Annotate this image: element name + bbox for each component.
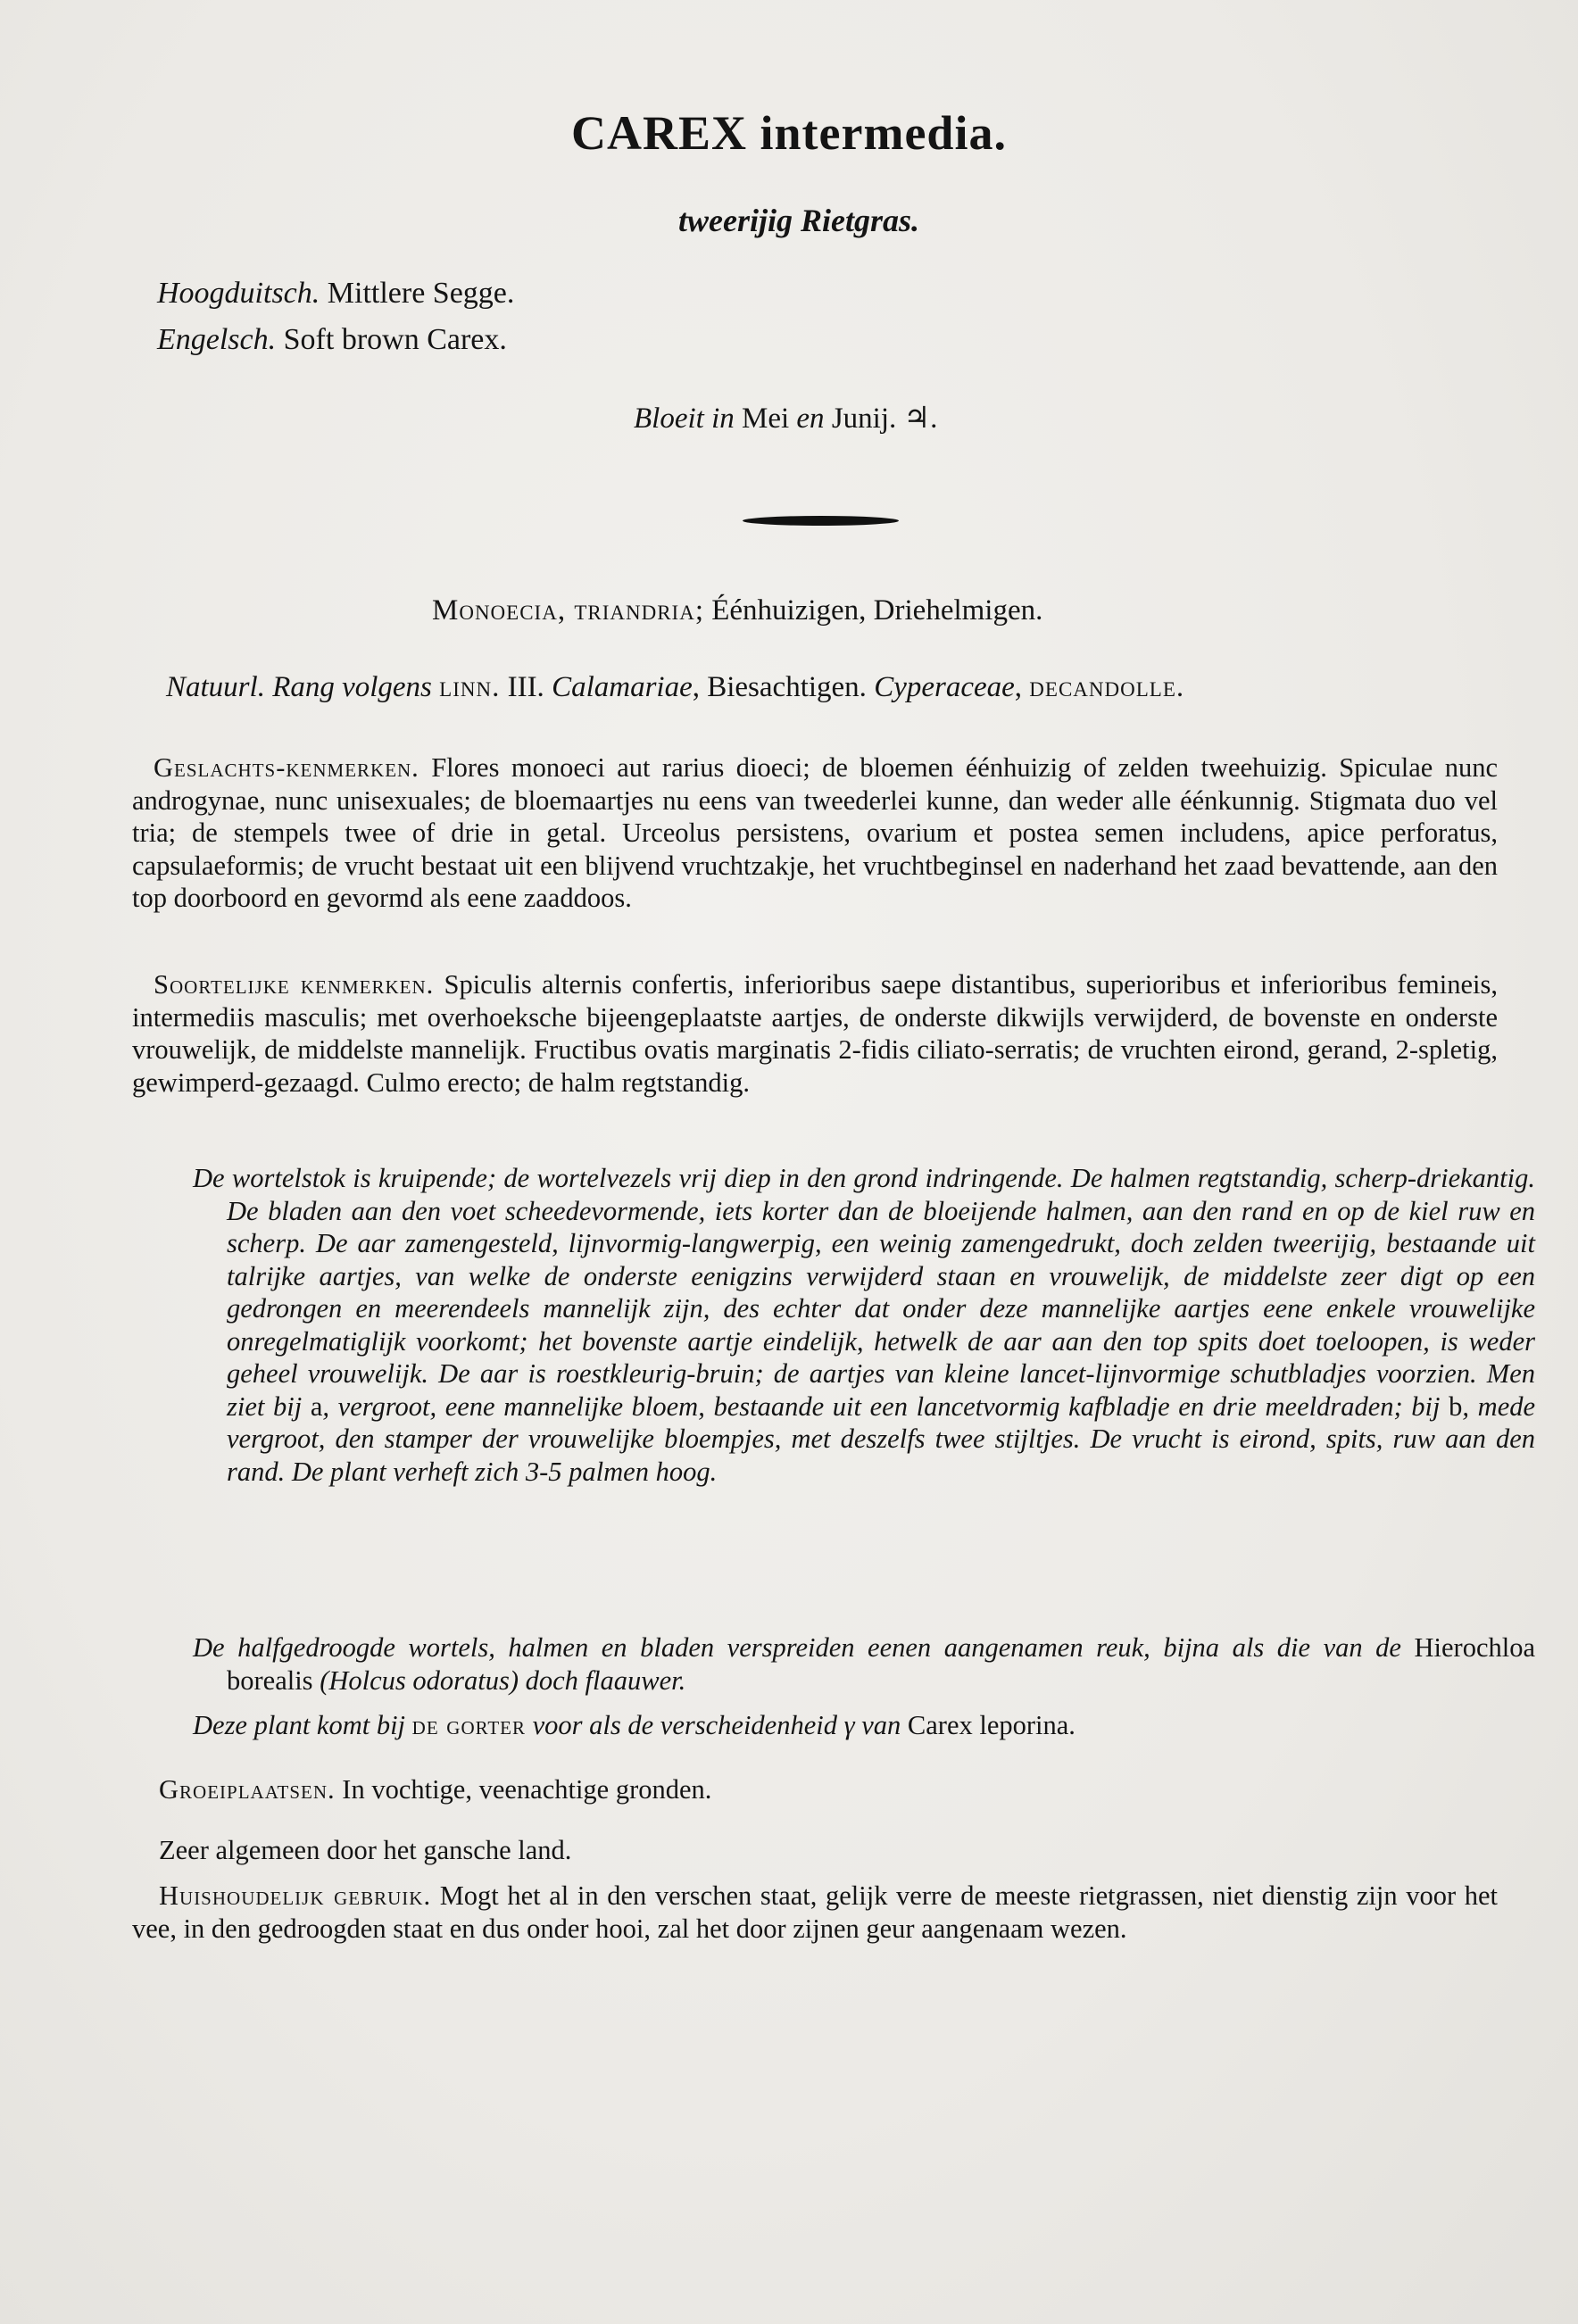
bloom-month: Junij. ♃.	[831, 403, 938, 435]
section-heading: Huishoudelijk gebruik.	[159, 1880, 432, 1911]
classification-line	[432, 594, 1042, 627]
punctuation: ,	[1014, 671, 1023, 703]
family-name: Calamariae	[552, 671, 693, 703]
habitat-line	[159, 1774, 711, 1805]
section-text: Spiculis alternis confertis, inferioribus saepe distantibus, superioribus et inferioribus femineis, intermediis masculis; met overhoeksche bijeengeplaatste aartjes, de onderste dikwijls verwijderd, de bovenste en onderste vrouwelijk, de middelste mannelijk. Fructibus ovatis marginatis 2-fidis ciliato-serratis; de vruchten eirond, gerand, 2-spletig, gewimperd-gezaagd. Culmo erecto; de halm regtstandig.	[132, 969, 1498, 1098]
bloom-word: en	[796, 403, 825, 435]
distribution-line: Zeer algemeen door het gansche land.	[159, 1835, 572, 1865]
description-text: (Holcus odoratus) doch flaauwer.	[320, 1664, 686, 1696]
section-text: Mogt het al in den verschen staat, gelijk verre de meeste rietgrassen, niet dienstig zijn voor het vee, in den gedroogden staat en dus onder hooi, zal het door zijnen geur aangenaam wezen.	[132, 1880, 1498, 1944]
vernacular-german	[157, 277, 514, 311]
species-characters	[132, 968, 1498, 1099]
section-heading: Geslachts-kenmerken.	[154, 752, 419, 783]
family-name: Cyperaceae	[874, 671, 1015, 703]
author-name: de gorter	[411, 1710, 527, 1740]
vernacular-language: Engelsch.	[157, 323, 277, 356]
bloom-line	[634, 400, 937, 436]
synonym-paragraph	[193, 1709, 1535, 1742]
natural-rank-line	[166, 671, 1184, 704]
vernacular-language: Hoogduitsch.	[157, 277, 320, 310]
vernacular-name: Soft brown Carex.	[283, 323, 507, 356]
description-text: , mede vergroot, den stamper der vrouwelijke bloempjes, met deszelfs twee stijltjes. De vrucht is eirond, spits, ruw aan den rand. De plant verheft zich 3-5 palmen hoog.	[227, 1390, 1536, 1487]
figure-ref: a	[310, 1390, 323, 1422]
linnaean-class: Monoecia, triandria;	[432, 594, 704, 627]
ornamental-rule	[743, 516, 899, 526]
bloom-month: Mei	[741, 403, 790, 435]
bloom-word: in	[711, 403, 735, 435]
section-text: In vochtige, veenachtige gronden.	[342, 1774, 712, 1805]
species-name: Hierochloa borealis	[227, 1632, 1536, 1696]
species-name: Carex leporina.	[907, 1710, 1076, 1740]
description-text: voor als de verscheidenheid γ van	[532, 1710, 901, 1740]
genus-characters	[132, 751, 1498, 915]
page-title: CAREX intermedia.	[571, 106, 1007, 160]
dutch-class: Éénhuizigen, Driehelmigen.	[711, 594, 1043, 627]
description-text: De wortelstok is kruipende; de wortelvezels vrij diep in den grond indringende. De halmen regtstandig, scherp-driekantig. De bladen aan den voet scheedevormende, iets korter dan de bloeijende halmen, aan den rand en op de kiel ruw en scherp. De aar zamengesteld, lijnvormig-langwerpig, een weinig zamengedrukt, doch zelden tweerijig, bestaande uit talrijke aartjes, van welke de onderste eenigzins verwijderd staan en vrouwelijk, de middelste zeer digt op een gedrongen en meerendeels mannelijk zijn, des echter dat onder deze mannelijke aartjes eene enkele vrouwelijke onregelmatiglijk voorkomt; het bovenste aartje eindelijk, hetwelk de aar aan den top spits doet toeloopen, is weder geheel vrouwelijk. De aar is roestkleurig-bruin; de aartjes van kleine lancet-lijnvormige schutbladjes voorzien. Men ziet bij	[193, 1163, 1535, 1422]
vernacular-name: Mittlere Segge.	[327, 277, 515, 310]
family-dutch: , Biesachtigen.	[692, 671, 867, 703]
scent-paragraph	[193, 1631, 1535, 1697]
description-paragraph	[193, 1162, 1535, 1488]
section-text: Flores monoeci aut rarius dioeci; de bloemen éénhuizig of zelden tweehuizig. Spiculae nunc androgynae, nunc unisexuales; de bloemaartjes nu eens van tweederlei kunne, dan weder alle éénkunnig. Stigmata duo vel tria; de stempels twee of drie in getal. Urceolus persistens, ovarium et postea semen includens, apice perforatus, capsulaeformis; de vrucht bestaat uit een blijvend vruchtzakje, het vruchtbeginsel en naderhand het zaad bevattende, aan den top doorboord en gevormd als eene zaaddoos.	[132, 752, 1499, 913]
description-text: De halfgedroogde wortels, halmen en bladen verspreiden eenen aangenamen reuk, bijna als die van de	[193, 1632, 1401, 1663]
description-text: , vergroot, eene mannelijke bloem, bestaande uit een lancetvormig kafbladje en drie meeldraden; bij	[322, 1390, 1441, 1422]
household-use	[132, 1880, 1498, 1945]
bloom-word: Bloeit	[634, 403, 704, 435]
description-text: Deze plant komt bij	[193, 1710, 406, 1740]
author-name: decandolle.	[1029, 671, 1185, 703]
author-name: linn.	[439, 671, 501, 703]
figure-ref: b	[1449, 1390, 1463, 1422]
rank-label: Natuurl. Rang volgens	[166, 671, 432, 703]
section-heading: Soortelijke kenmerken.	[154, 969, 435, 1000]
rank-number: III.	[507, 671, 544, 703]
vernacular-english	[157, 323, 507, 357]
page-subtitle: tweerijig Rietgras.	[678, 203, 919, 238]
section-heading: Groeiplaatsen.	[159, 1774, 336, 1805]
